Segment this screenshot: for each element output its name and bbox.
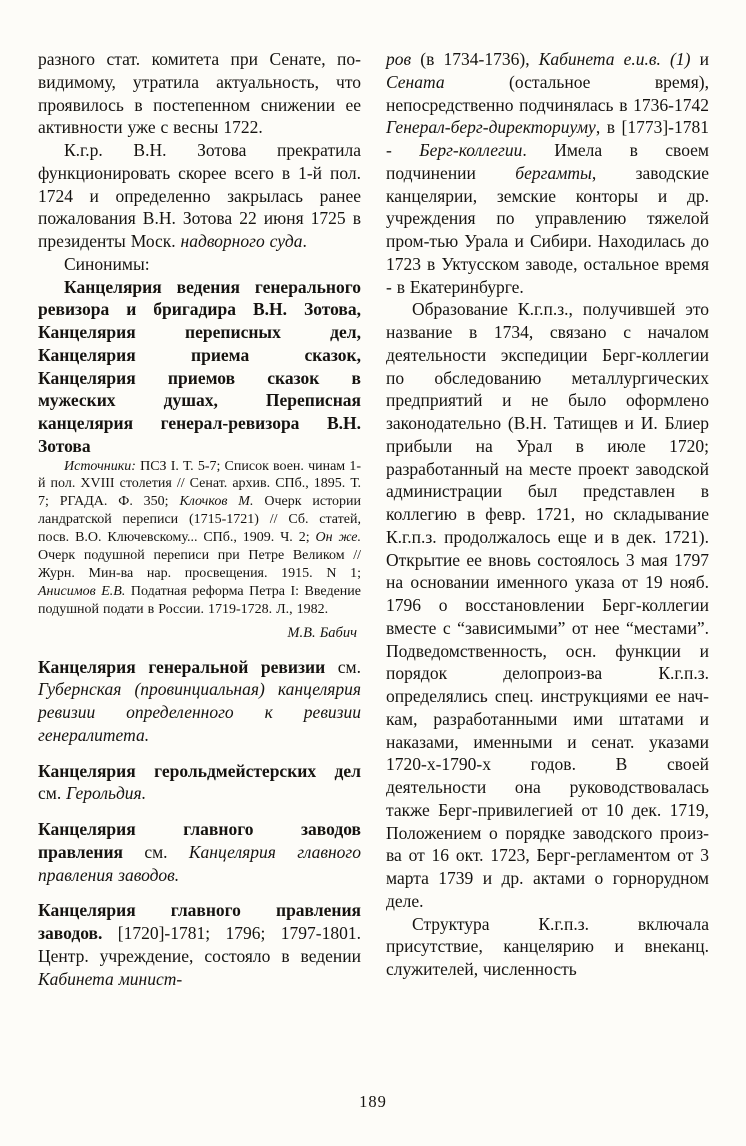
paragraph-struktura [386,913,709,981]
text-run: (остальное время), непосредственно подчинялась в 1736-1742 [386,71,709,115]
text-run: см. [123,841,189,862]
right-column [386,48,709,990]
text-run: Он же. [315,530,362,546]
text-run: Податная реформа Петра I: Введение подушной подати в России. 1719-1728. Л., 1982. [38,583,361,617]
paragraph-obrazovanie [386,298,709,912]
text-run: [1720]-1781; 1796; 1797-1801. Центр. учреждение, состояло в ведении [38,923,361,966]
sources-paragraph [38,458,361,619]
text-run: Кабинета е.и.в. (1) [538,49,691,69]
text-run: ров [386,49,412,69]
text-run: Очерк истории ландратской переписи (1715-1721) // Сб. статей, посв. В.О. Ключевскому... СПб., 1909. Ч. 2; [38,494,361,546]
text-run: , заводские канцелярии, земские конторы и др. учреждения по управлению тяжелой пром-тью Урала и Сибири. Находилась до 1723 в Уктусском заводе, остальное время - в Екатеринбурге. [386,162,709,297]
entry-kantselyariya-generalnoy-revizii [38,656,361,747]
author-signature [38,624,357,643]
text-run: Образование К.г.п.з., получившей это название в 1734, связано с началом деятельности экспедиции Берг-коллегии по обследованию металлургических предприятий и не было оформлено законодательно (В.Н. Татищев и И. Блиер прибыли на Урал в июле 1720; разработанный на месте проект заводской администрации был представлен в коллегию в февр. 1721, но складывание К.г.п.з. продолжалось еще и в дек. 1721). Открытие ее вновь состоялось 3 мая 1797 на основании именного указа от 19 нояб. 1796 о восстановлении Берг-коллегии вместе с “зависимыми” от нее “местами”. Подведомственность, осн. функции и порядок делопроиз-ва К.г.п.з. определялись спец. инструкциями ее нач-кам, разработанными ими штатами и наказами, именными и сенат. указами 1720-х-1790-х годов. В своей деятельности она руководствовалась также Берг-привилегией от 10 дек. 1719, Положением о порядке заводского произ-ва от 16 окт. 1723, Берг-регламентом от 3 марта 1739 и др. актами о горнорудном деле. [386,299,709,911]
left-column [38,48,361,990]
text-run: Источники: [64,458,136,474]
text-run: Канцелярия герольдмейстерских дел [38,760,361,781]
text-run: Канцелярия главного заводов правления [38,819,361,862]
text-run: Губернская (провинциальная) канцелярия ревизии определенного к ревизии генералитета. [38,679,361,745]
text-run: Клочков М. [179,494,254,510]
paragraph-zotova [38,139,361,253]
entry-kantselyariya-glavnogo-pravleniya-zavodov [38,899,361,990]
text-run: Генерал-берг-директориуму [386,117,596,138]
synonyms-label [38,253,361,276]
text-run: . [302,231,307,251]
continued-paragraph [38,48,361,139]
entry-kantselyariya-geroldmeysterskikh-del [38,760,361,806]
text-run: см. [38,783,67,804]
text-run: Сената [386,71,445,92]
text-run: Канцелярия ведения генерального ревизора и бригадира В.Н. Зотова, Канцелярия переписных дел, Канцелярия приема сказок, Канцелярия приемов сказок в мужеских душах, Переписная канцелярия генерал-ревизора В.Н. Зотова [38,276,361,456]
text-run: Герольдия. [66,783,147,804]
page-number: 189 [359,1092,387,1111]
synonyms-list [38,276,361,458]
text-run: Синонимы: [64,253,150,274]
text-run: М.В. Бабич [287,624,357,641]
text-run: Структура К.г.п.з. включала присутствие, канцелярию и внеканц. служителей, численность [386,913,709,979]
text-run: разного стат. комитета при Сенате, по-видимому, утратила актуальность, что проявилось в постепенном снижении ее активности уже с весны 1722. [38,49,361,138]
text-run: см. [325,656,361,677]
entry-kantselyariya-glavnogo-zavodov-pravleniya [38,818,361,886]
text-run: К.г.р. В.Н. Зотова прекратила функционировать скорее всего в 1-й пол. 1724 и определенно закрылась ранее пожалования В.Н. Зотова 22 июня 1725 в президенты Моск. [38,140,361,251]
text-run: Канцелярия генеральной ревизии [38,656,326,677]
text-run: ПСЗ I. Т. 5-7; Список воен. чинам 1-й пол. XVIII столетия // Сенат. архив. СПб., 1895. Т. 7; РГАДА. Ф. 350; [38,458,361,510]
text-run: . Имела в своем подчинении [386,140,710,183]
text-run: надворного суда [180,231,303,251]
text-run: и [690,49,710,69]
text-run: Очерк подушной переписи при Петре Великом // Журн. Мин-ва нар. просвещения. 1915. N 1; [38,548,361,581]
text-run: (в 1734-1736), [411,49,539,69]
text-run: Канцелярия главного правления заводов. [38,900,361,943]
two-column-layout [38,48,714,990]
text-run: Кабинета минист- [38,968,183,989]
text-run: , в [1773]-1781 - [386,117,709,160]
continued-entry-paragraph [386,48,709,298]
text-run: бергамты [515,162,592,183]
text-run: Канцелярия главного правления заводов. [38,841,361,885]
text-run: Анисимов Е.В. [38,583,126,599]
text-run: Берг-коллегии [419,140,523,160]
